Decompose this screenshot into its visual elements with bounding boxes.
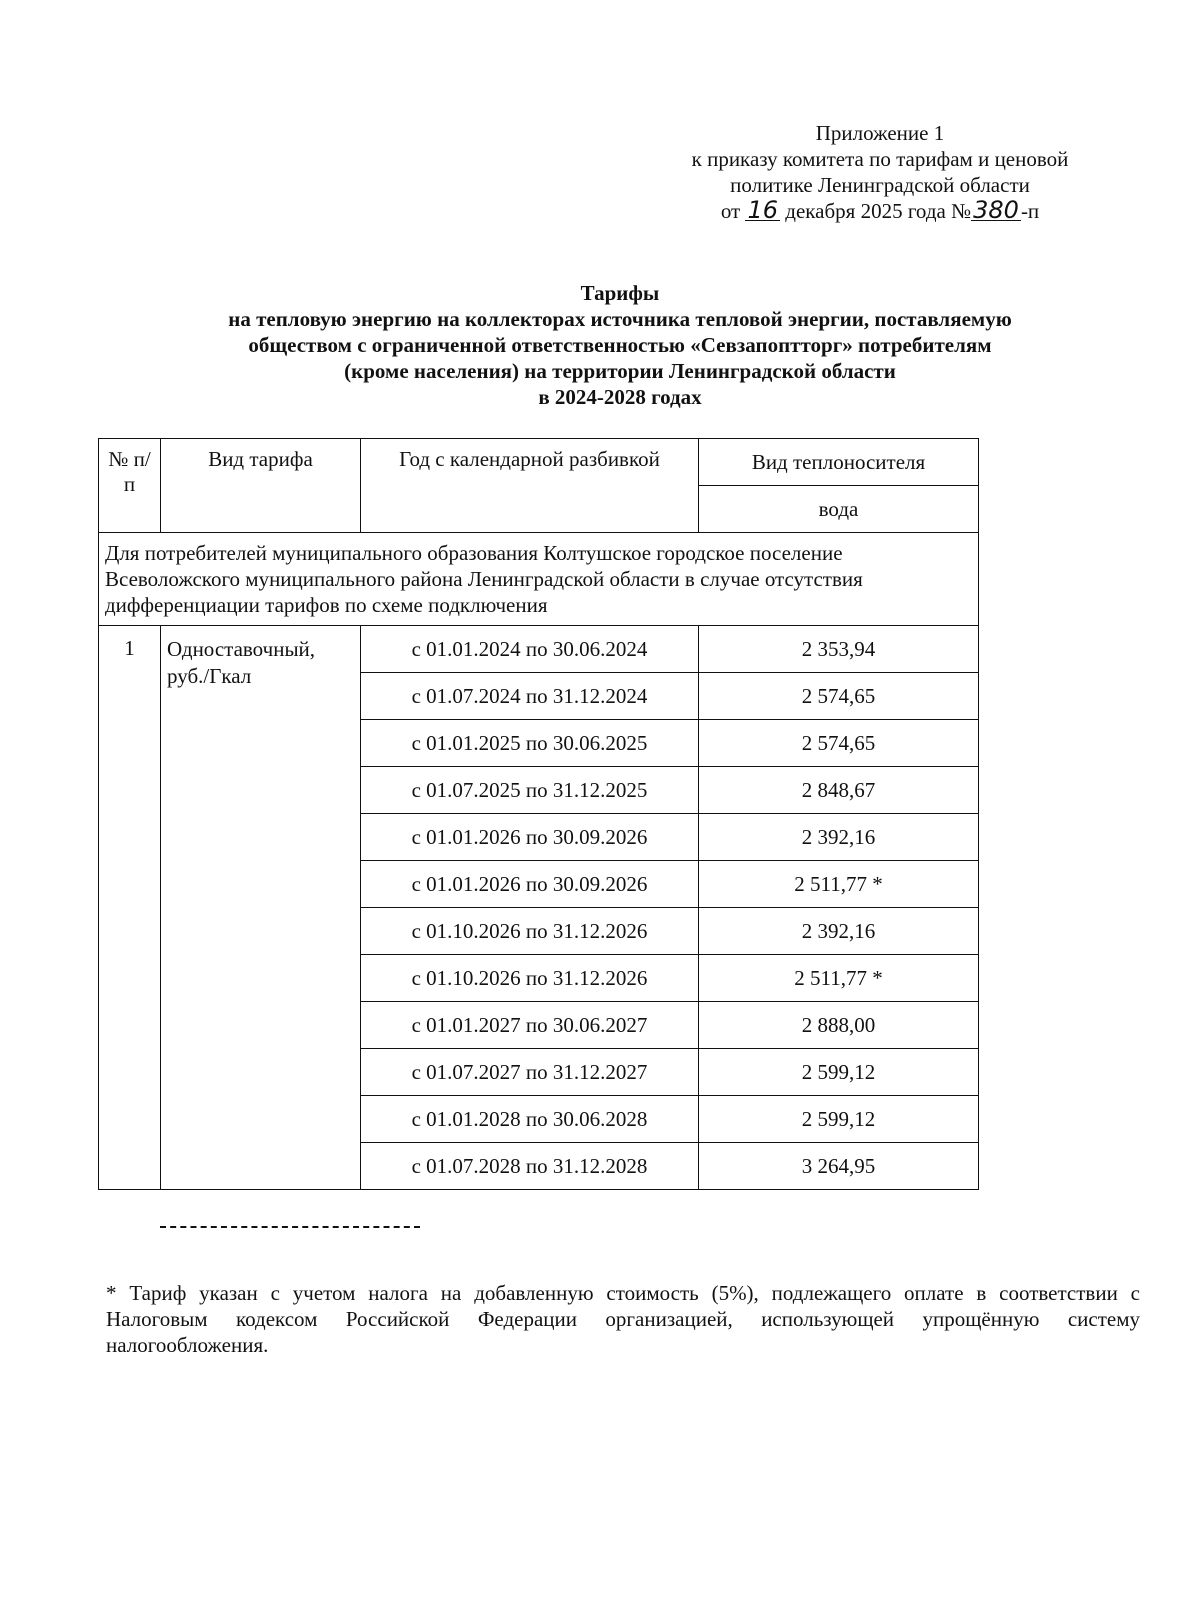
header-carrier: Вид теплоносителя [699, 439, 979, 486]
document-title [100, 280, 1140, 410]
handwritten-number: 380 [973, 196, 1019, 224]
period-cell: с 01.01.2028 по 30.06.2028 [361, 1096, 699, 1143]
tariff-value-cell: 2 848,67 [699, 767, 979, 814]
footnote: * Тариф указан с учетом налога на добавленную стоимость (5%), подлежащего оплате в соответствии с Налоговым кодексом Российской Федерации организацией, использующей упрощённую систему налогообложения. [106, 1281, 1140, 1357]
table-row [99, 626, 979, 673]
tariff-value-cell: 2 599,12 [699, 1096, 979, 1143]
title-line-4: (кроме населения) на территории Ленинградской области [344, 359, 896, 383]
footnote-separator [160, 1226, 420, 1228]
tariff-value-cell: 2 599,12 [699, 1049, 979, 1096]
annex-line-2: к приказу комитета по тарифам и ценовой [691, 147, 1069, 171]
item-tariff-kind: Одноставочный, руб./Гкал [161, 626, 361, 1190]
period-cell: с 01.01.2026 по 30.09.2026 [361, 814, 699, 861]
header-kind: Вид тарифа [161, 439, 361, 533]
period-cell: с 01.01.2025 по 30.06.2025 [361, 720, 699, 767]
tariff-value-cell: 2 511,77 * [699, 861, 979, 908]
period-cell: с 01.10.2026 по 31.12.2026 [361, 955, 699, 1002]
consumer-group-label: Для потребителей муниципального образования Колтушское городское поселение Всеволожского муниципального района Ленинградской области в случае отсутствия дифференциации тарифов по схеме подключения [99, 533, 979, 626]
tariff-value-cell: 2 392,16 [699, 908, 979, 955]
annex-header [660, 120, 1100, 224]
period-cell: с 01.07.2024 по 31.12.2024 [361, 673, 699, 720]
tariff-value-cell: 2 353,94 [699, 626, 979, 673]
title-line-2: на тепловую энергию на коллекторах источника тепловой энергии, поставляемую [228, 307, 1012, 331]
period-cell: с 01.01.2024 по 30.06.2024 [361, 626, 699, 673]
annex-date-line [660, 198, 1100, 224]
annex-line-3: политике Ленинградской области [730, 173, 1030, 197]
header-period: Год с календарной разбивкой [361, 439, 699, 533]
tariff-value-cell: 2 511,77 * [699, 955, 979, 1002]
date-prefix: от [720, 199, 741, 223]
date-middle: декабря 2025 года № [785, 199, 972, 223]
tariff-rows [99, 626, 979, 1190]
period-cell: с 01.07.2025 по 31.12.2025 [361, 767, 699, 814]
item-number: 1 [99, 626, 161, 1190]
title-line-5: в 2024-2028 годах [538, 385, 702, 409]
number-suffix: -п [1020, 199, 1040, 223]
annex-line-1: Приложение 1 [815, 121, 945, 145]
period-cell: с 01.07.2027 по 31.12.2027 [361, 1049, 699, 1096]
header-carrier-water: вода [699, 486, 979, 533]
period-cell: с 01.01.2026 по 30.09.2026 [361, 861, 699, 908]
header-num: № п/п [99, 439, 161, 533]
tariff-value-cell: 3 264,95 [699, 1143, 979, 1190]
period-cell: с 01.10.2026 по 31.12.2026 [361, 908, 699, 955]
tariff-value-cell: 2 392,16 [699, 814, 979, 861]
title-line-1: Тарифы [580, 281, 660, 305]
tariff-value-cell: 2 574,65 [699, 720, 979, 767]
tariff-value-cell: 2 574,65 [699, 673, 979, 720]
period-cell: с 01.07.2028 по 31.12.2028 [361, 1143, 699, 1190]
tariff-value-cell: 2 888,00 [699, 1002, 979, 1049]
period-cell: с 01.01.2027 по 30.06.2027 [361, 1002, 699, 1049]
handwritten-day: 16 [747, 196, 779, 224]
tariff-table [98, 438, 979, 1190]
title-line-3: обществом с ограниченной ответственностью «Севзапоптторг» потребителям [248, 333, 992, 357]
